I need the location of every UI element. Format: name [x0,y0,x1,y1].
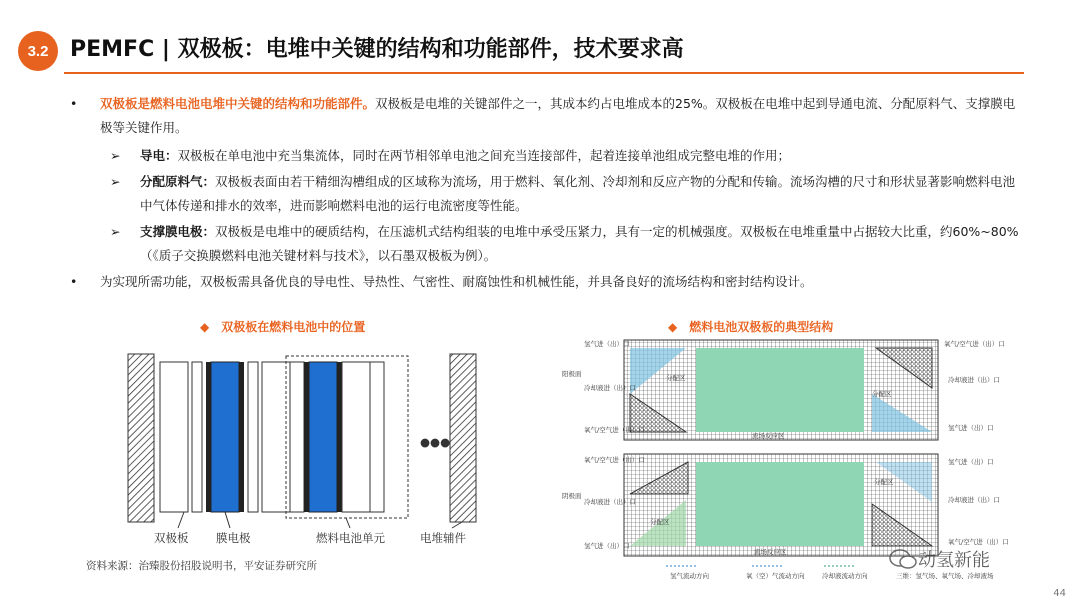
label-mea: 膜电极 [216,531,251,545]
mea-2 [309,362,337,512]
svg-text:氧（空）气流动方向: 氧（空）气流动方向 [746,572,805,580]
bullet-2 [70,270,1020,294]
flow-field-bottom [696,462,864,546]
stack-diagram [120,340,490,550]
title-divider [64,72,1024,74]
figure-right-caption: ◆ 燃料电池双极板的典型结构 [668,320,834,334]
svg-text:分配区: 分配区 [874,478,894,486]
bullet-1-text: 双极板是电堆的关键部件之一，其成本约占电堆成本的25%。双极板在电堆中起到导通电流、分配原料气、支撑膜电极等关键作用。 [100,96,1016,135]
svg-text:氢气进（出）口: 氢气进（出）口 [584,542,630,550]
wechat-icon [888,547,918,571]
sub-bullet-conduct [110,144,1020,168]
side-cathode: 阴极面 [562,492,582,500]
sub-bullet-gas [110,170,1020,218]
plate-group-1 [160,362,258,512]
svg-text:冷却液进（出）口: 冷却液进（出）口 [584,498,636,506]
source-note: 资料来源：治臻股份招股说明书，平安证券研究所 [86,560,317,572]
svg-text:冷却液进（出）口: 冷却液进（出）口 [584,384,636,392]
sub2-text: 双极板表面由若干精细沟槽组成的区域称为流场，用于燃料、氧化剂、冷却剂和反应产物的分配和传输。流场沟槽的尺寸和形状显著影响燃料电池中气体传递和排水的效率，进而影响燃料电池的运行电流密度等性能。 [140,174,1016,213]
sub1-text: 双极板在单电池中充当集流体，同时在两节相邻单电池之间充当连接部件，起着连接单池组成完整电堆的作用； [177,148,791,163]
svg-text:氢气进（出）口: 氢气进（出）口 [584,340,630,348]
label-bipolar: 双极板 [154,531,189,545]
mea-1 [211,362,239,512]
page-title: PEMFC | 双极板：电堆中关键的结构和功能部件，技术要求高 [70,37,684,62]
sub2-title: 分配原料气： [140,174,216,189]
svg-text:流场反应区: 流场反应区 [752,432,785,440]
bullet-1 [70,92,1020,140]
sub3-title: 支撑膜电极： [140,224,216,239]
label-aux: 电堆辅件 [420,531,466,545]
continuation-dots: ●●● [420,435,451,449]
svg-text:冷却液流动方向: 冷却液流动方向 [822,572,868,580]
sub-bullet-support [110,220,1020,268]
end-plate-left [128,354,154,522]
watermark: 动氢新能 [888,546,990,572]
svg-text:氢气进（出）口: 氢气进（出）口 [948,424,994,432]
arrow-icon: ➢ [110,148,121,163]
end-plate-right [450,354,476,522]
svg-text:氢气进（出）口: 氢气进（出）口 [948,458,994,466]
svg-text:氧气/空气进（出）口: 氧气/空气进（出）口 [584,426,645,434]
svg-text:氢气流动方向: 氢气流动方向 [670,572,709,580]
page-number: 44 [1053,588,1066,599]
sub1-title: 导电： [140,148,178,163]
section-badge: 3.2 [18,31,58,71]
svg-text:分配区: 分配区 [650,518,670,526]
bullet-dot: • [70,274,78,289]
svg-text:三维：氢气场、氧气场、冷却液场: 三维：氢气场、氧气场、冷却液场 [896,572,994,580]
bullet-1-highlight: 双极板是燃料电池电堆中关键的结构和功能部件。 [100,96,376,111]
svg-text:氧气/空气进（出）口: 氧气/空气进（出）口 [584,456,645,464]
label-cell: 燃料电池单元 [316,531,385,545]
cathode-plate [624,454,938,556]
flow-field-top [696,348,864,432]
sub3-text: 双极板是电堆中的硬质结构，在压滤机式结构组装的电堆中承受压紧力，具有一定的机械强度。双极板在电堆重量中占据较大比重，约60%~80%（《质子交换膜燃料电池关键材料与技术》，以石墨双极板为例）。 [140,224,1019,263]
diamond-icon: ◆ [200,320,210,334]
figure-left-caption: ◆ 双极板在燃料电池中的位置 [200,320,366,334]
side-anode: 阳极面 [562,370,582,378]
arrow-icon: ➢ [110,224,121,239]
svg-text:冷却液进（出）口: 冷却液进（出）口 [948,496,1000,504]
bullet-2-text: 为实现所需功能，双极板需具备优良的导电性、导热性、气密性、耐腐蚀性和机械性能，并具备良好的流场结构和密封结构设计。 [100,274,813,289]
arrow-icon: ➢ [110,174,121,189]
bullet-dot: • [70,96,78,111]
anode-plate [624,340,938,440]
svg-text:氧气/空气进（出）口: 氧气/空气进（出）口 [944,340,1005,348]
body-text [70,92,1020,294]
svg-text:分配区: 分配区 [872,390,892,398]
diamond-icon: ◆ [668,320,678,334]
svg-text:分配区: 分配区 [666,374,686,382]
svg-text:流场反应区: 流场反应区 [754,548,787,556]
svg-text:氧气/空气进（出）口: 氧气/空气进（出）口 [948,538,1009,546]
svg-text:冷却液进（出）口: 冷却液进（出）口 [948,376,1000,384]
